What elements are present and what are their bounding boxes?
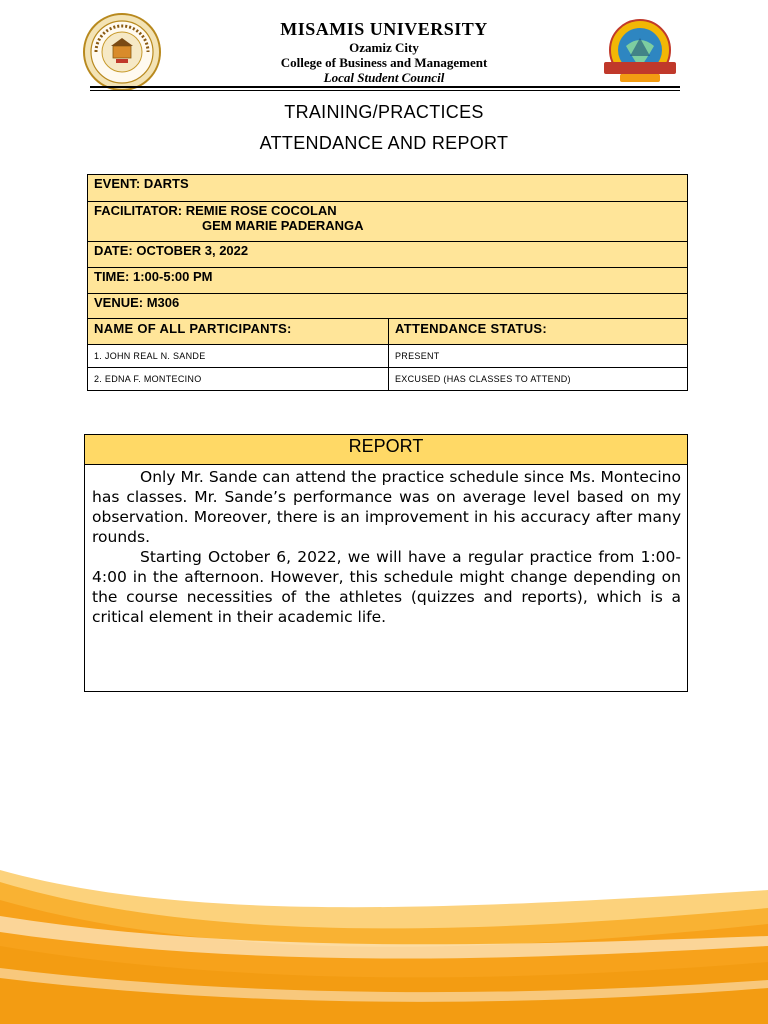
venue-row — [88, 294, 688, 319]
participant-status: EXCUSED (HAS CLASSES TO ATTEND) — [389, 368, 688, 391]
time-cell: TIME: 1:00-5:00 PM — [88, 268, 688, 294]
status-column-header: ATTENDANCE STATUS: — [389, 319, 688, 345]
date-row — [88, 242, 688, 268]
event-cell: EVENT: DARTS — [88, 175, 688, 202]
footer-swoosh-decoration — [0, 850, 768, 1024]
university-name: MISAMIS UNIVERSITY — [280, 19, 488, 39]
report-body — [85, 465, 687, 691]
table-row — [88, 368, 688, 391]
misamis-university-seal-icon — [82, 12, 162, 92]
report-paragraph: Starting October 6, 2022, we will have a regular practice from 1:00-4:00 in the afternoon. However, this schedule might change depending on the course necessities of the athletes (quizzes and reports), which is a critical element in their academic life. — [92, 548, 681, 626]
document-title-line2: ATTENDANCE AND REPORT — [259, 133, 509, 153]
time-row — [88, 268, 688, 294]
venue-cell: VENUE: M306 — [88, 294, 688, 319]
facilitator-cell — [88, 202, 688, 242]
council-name: Local Student Council — [323, 70, 445, 85]
city-name: Ozamiz City — [349, 40, 419, 55]
event-row — [88, 175, 688, 202]
table-row — [88, 345, 688, 368]
header-divider — [90, 86, 680, 91]
report-box — [84, 434, 688, 692]
report-heading: REPORT — [85, 435, 687, 465]
letterhead — [180, 18, 588, 85]
local-student-council-logo-icon — [598, 16, 682, 88]
participants-header-row — [88, 319, 688, 345]
participant-name: 2. EDNA F. MONTECINO — [88, 368, 389, 391]
report-paragraph: Only Mr. Sande can attend the practice schedule since Ms. Montecino has classes. Mr. Sande’s performance was on average level based on my observation. Moreover, there is an improvement in his accuracy after many rounds. — [92, 468, 681, 546]
participant-name: 1. JOHN REAL N. SANDE — [88, 345, 389, 368]
date-cell: DATE: OCTOBER 3, 2022 — [88, 242, 688, 268]
participant-status: PRESENT — [389, 345, 688, 368]
facilitator-label: FACILITATOR: REMIE ROSE COCOLAN — [94, 203, 337, 218]
participants-column-header: NAME OF ALL PARTICIPANTS: — [88, 319, 389, 345]
document-title-line1: TRAINING/PRACTICES — [284, 102, 484, 122]
college-name: College of Business and Management — [280, 55, 488, 70]
facilitator-second: GEM MARIE PADERANGA — [202, 218, 364, 233]
facilitator-row — [88, 202, 688, 242]
attendance-info-table — [87, 174, 688, 391]
